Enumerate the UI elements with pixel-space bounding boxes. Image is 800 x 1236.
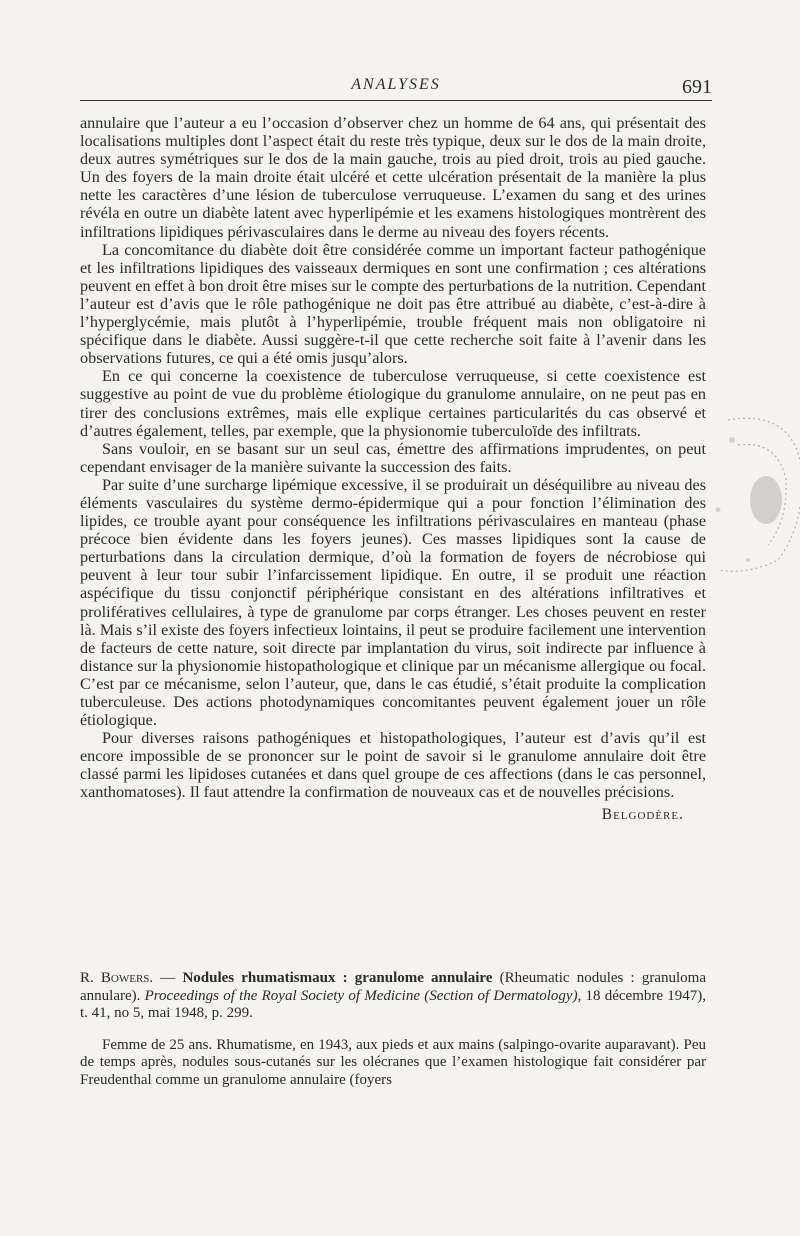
- paragraph: En ce qui concerne la coexistence de tuberculose verruqueuse, si cette coexistence est suggestive au point de vue du problème étiologique du granulome annulaire, on ne peut pas en tirer des conclusions extrêmes, mais elle explique certaines particularités du cas observé et d’autres également, telles, par exemple, que la physionomie tuberculoïde des infiltrats.: [80, 367, 706, 440]
- review-author: R. Bowers.: [80, 970, 154, 986]
- review-original-title: (Rheumatic nodules : granuloma annulare).: [80, 970, 707, 1004]
- review-heading: [80, 970, 706, 1023]
- review-entry: [80, 970, 706, 1089]
- running-title: ANALYSES: [351, 76, 441, 93]
- signature: Belgodère.: [601, 805, 684, 823]
- review-journal: Proceedings of the Royal Society of Medicine (Section of Dermatology): [144, 987, 578, 1004]
- paragraph: La concomitance du diabète doit être considérée comme un important facteur pathogénique et les infiltrations lipidiques des vaisseaux dermiques en sont une confirmation ; ces altérations peuvent en effet à bon droit être mises sur le compte des perturbations de la nutrition. Cependant l’auteur est d’avis que le rôle pathogénique ne doit pas être attribué au diabète, c’est-à-dire à l’hyperglycémie, mais plutôt à l’hyperlipémie, trouble fréquent mais non obligatoire ni spécifique dans le diabète. Aussi suggère-t-il que cette recherche soit faite à l’avenir dans les observations futures, ce qui a été omis jusqu’alors.: [80, 240, 706, 368]
- paragraph: annulaire que l’auteur a eu l’occasion d’observer chez un homme de 64 ans, qui présentait des localisations multiples dont l’aspect était du reste très typique, deux sur le dos de la main droite, deux autres symétriques sur le dos de la main gauche, trois au pied droit, trois au pied gauche. Un des foyers de la main droite était ulcéré et cette ulcération présentait de la manière la plus nette les caractères d’une lésion de tuberculose verruqueuse. L’examen du sang et des urines révéla en outre un diabète latent avec hyperlipémie et les examens histologiques montrèrent des infiltrations lipidiques périvasculaires dans le derme au niveau des foyers récents.: [80, 114, 706, 241]
- paragraph: Pour diverses raisons pathogéniques et histopathologiques, l’auteur est d’avis qu’il est encore impossible de se prononcer sur le point de savoir si le granulome annulaire doit être classé parmi les lipidoses cutanées et dans quel groupe de ces affections (dans le cas personnel, xanthomatoses). Il faut attendre la confirmation de nouveaux cas et de nouvelles précisions.: [80, 729, 706, 802]
- review-title: Nodules rhumatismaux : granulome annulaire: [182, 970, 493, 986]
- page-number: 691: [682, 76, 712, 98]
- library-stamp-icon: [688, 400, 800, 580]
- running-head: [80, 72, 712, 102]
- paragraph: Par suite d’une surcharge lipémique excessive, il se produirait un déséquilibre au niveau des éléments vasculaires du système dermo-épidermique qui a pour fonction l’élimination des lipides, ce trouble ayant pour conséquence les infiltrations périvasculaires en manteau (phase précoce bien évidente dans les foyers jeunes). Ces masses lipidiques sont la cause de perturbations dans la circulation dermique, d’où la formation de foyers de nécrobiose qui peuvent à leur tour subir l’infarcissement lipidique. En outre, il se produit une réaction aspécifique du tissu conjonctif périphérique consistant en des altérations infiltratives et prolifératives cellulaires, à type de granulome par corps étranger. Les choses peuvent en rester là. Mais s’il existe des foyers infectieux lointains, il peut se produire facilement une intervention de facteurs de cette nature, soit directe par implantation du virus, soit indirecte par influence à distance sur la physionomie histopathologique et clinique par un mécanisme allergique ou focal. C’est par ce mécanisme, selon l’auteur, que, dans le cas étudié, s’était produite la complication tuberculeuse. Des actions photodynamiques concomitantes peuvent également jouer un rôle étiologique.: [80, 475, 706, 730]
- review-citation: , 18 décembre 1947), t. 41, no 5, mai 1948, p. 299.: [80, 987, 706, 1021]
- review-dash: —: [153, 970, 183, 986]
- review-body: Femme de 25 ans. Rhumatisme, en 1943, aux pieds et aux mains (salpingo-ovarite auparavant). Peu de temps après, nodules sous-cutanés sur les olécranes que l’examen histologique fait considérer par Freudenthal comme un granulome annulaire (foyers: [80, 1036, 706, 1088]
- header-rule: [80, 100, 712, 101]
- paragraph: Sans vouloir, en se basant sur un seul cas, émettre des affirmations imprudentes, on peut cependant envisager de la manière suivante la succession des faits.: [80, 439, 706, 476]
- article-body: [80, 114, 706, 824]
